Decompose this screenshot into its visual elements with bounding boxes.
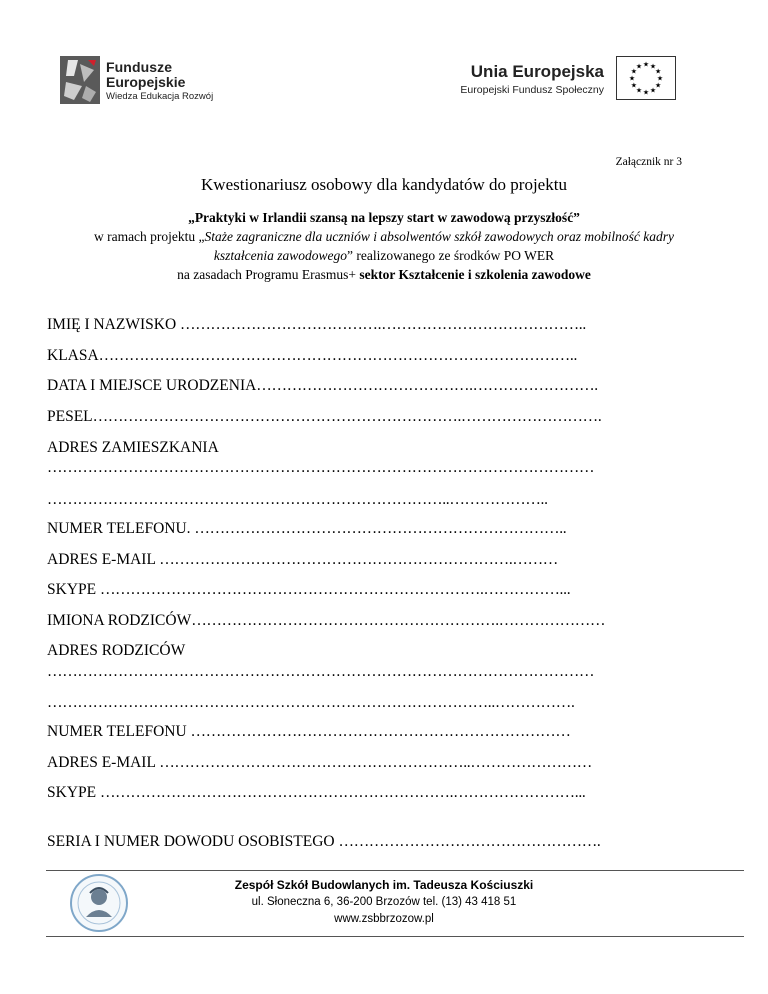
form-label: NUMER TELEFONU.	[47, 520, 195, 537]
form-field-email[interactable]	[47, 550, 723, 570]
eu-star-icon: ★	[654, 81, 662, 90]
eu-flag-icon	[616, 56, 676, 100]
form-label: DATA I MIEJSCE URODZENIA	[47, 377, 257, 394]
form-field-parents-address-line2[interactable]	[47, 693, 723, 713]
eu-star-icon: ★	[628, 74, 636, 83]
eu-star-icon: ★	[630, 67, 638, 76]
eu-star-icon: ★	[635, 86, 643, 95]
form-dots: …………………………………………………….…………………	[191, 612, 606, 629]
school-address: ul. Słoneczna 6, 36-200 Brzozów tel. (13) 43 418 51	[251, 896, 517, 908]
form-dots: ………………………………………………………………….……………...	[99, 581, 571, 598]
form-label: NUMER TELEFONU	[47, 723, 191, 740]
form-dots: ……………………………………………………………………..………………..	[47, 491, 548, 508]
form-field-class[interactable]	[47, 346, 723, 366]
annex-number: Załącznik nr 3	[615, 156, 682, 168]
eu-star-icon: ★	[630, 81, 638, 90]
fundusze-europejskie-logo	[60, 56, 260, 108]
ue-logo-line2: Europejski Fundusz Społeczny	[460, 84, 604, 96]
subtitle-line2	[0, 227, 768, 246]
form-dots: …………………………………………………………….……………………...	[99, 784, 586, 801]
form-label: KLASA	[47, 347, 99, 364]
unia-europejska-logo	[428, 60, 698, 112]
form-label: SKYPE	[47, 581, 100, 598]
fe-logo-line3: Wiedza Edukacja Rozwój	[106, 91, 214, 102]
form-field-id-number[interactable]	[47, 832, 723, 852]
form-dots: ……………………………………………………………………………..…………….	[47, 694, 575, 711]
fe-logo-line2: Europejskie	[106, 74, 186, 90]
form-label: SERIA I NUMER DOWODU OSOBISTEGO	[47, 833, 339, 850]
subtitle-line4-bold: sektor Kształcenie i szkolenia zawodowe	[359, 267, 591, 282]
form-label: IMIĘ I NAZWISKO	[47, 316, 181, 333]
form-dots: ………………………………………………………………………………………………	[47, 663, 595, 680]
form-field-address-line2[interactable]	[47, 490, 723, 510]
fe-logo-line1: Fundusze	[106, 59, 173, 75]
form-label: ADRES RODZICÓW	[47, 642, 186, 659]
form-field-pesel[interactable]	[47, 407, 723, 427]
subtitle-line3-italic: kształcenia zawodowego	[213, 248, 348, 263]
form-dots: …………………………………….…………………….	[256, 377, 598, 394]
subtitle-line2-prefix: w ramach projektu „	[93, 229, 205, 244]
form-field-name[interactable]	[47, 315, 723, 335]
form-field-address-label	[47, 438, 723, 458]
school-name: Zespół Szkół Budowlanych im. Tadeusza Kościuszki	[234, 878, 534, 892]
project-name: „Praktyki w Irlandii szansą na lepszy start w zawodową przyszłość”	[188, 210, 580, 225]
form-field-parents-email[interactable]	[47, 753, 723, 773]
eu-star-icon: ★	[642, 88, 650, 97]
form-field-parents-phone[interactable]	[47, 722, 723, 742]
subtitle-line4	[0, 265, 768, 284]
subtitle-line3	[0, 246, 768, 265]
form-field-parents-names[interactable]	[47, 611, 723, 631]
form-dots: ………………………………….…………………………………..	[180, 316, 586, 333]
form-dots: …………………………………………………………………	[190, 723, 571, 740]
ue-logo-text	[428, 62, 604, 98]
eu-star-icon: ★	[654, 67, 662, 76]
subtitle-line4-prefix: na zasadach Programu Erasmus+	[177, 267, 360, 282]
eu-star-icon: ★	[656, 74, 664, 83]
fe-logo-text	[106, 60, 213, 103]
form-dots: ………………………………………………………………………………………………	[47, 459, 595, 476]
form-dots: …………………………………………….	[338, 833, 601, 850]
form-field-phone[interactable]	[47, 519, 723, 539]
subtitle-line3-suffix: ” realizowanego ze środków PO WER	[347, 248, 555, 263]
eu-star-icon: ★	[635, 62, 643, 71]
form-field-parents-skype[interactable]	[47, 783, 723, 803]
eu-star-icon: ★	[649, 62, 657, 71]
document-title: Kwestionariusz osobowy dla kandydatów do projektu	[201, 175, 567, 194]
form-field-birth[interactable]	[47, 376, 723, 396]
form-dots: …………………………………………………………….………	[159, 551, 559, 568]
form-dots: ……………………………………………………..……………………	[159, 754, 592, 771]
form-label: ADRES ZAMIESZKANIA	[47, 439, 219, 456]
form-label: ADRES E-MAIL	[47, 551, 160, 568]
form-dots: ……………………………………………………………….……………………….	[92, 408, 602, 425]
form-label: IMIONA RODZICÓW	[47, 612, 192, 629]
form-label: SKYPE	[47, 784, 100, 801]
form-dots: ………………………………………………………………..	[194, 520, 567, 537]
form-dots: …………………………………………………………………………………..	[98, 347, 578, 364]
eu-star-icon: ★	[649, 86, 657, 95]
ue-logo-line1: Unia Europejska	[470, 62, 604, 81]
form-field-parents-address-line1[interactable]	[47, 662, 723, 682]
form-field-parents-address-label	[47, 641, 723, 661]
eu-star-icon: ★	[642, 60, 650, 69]
fe-logo-mark-icon	[60, 56, 100, 104]
footer-divider-top	[46, 870, 744, 871]
form-label: ADRES E-MAIL	[47, 754, 160, 771]
school-website: www.zsbbrzozow.pl	[334, 913, 434, 925]
form-field-address-line1[interactable]	[47, 458, 723, 478]
subtitle-line2-italic: Staże zagraniczne dla uczniów i absolwentów szkół zawodowych oraz mobilność kadry	[204, 229, 675, 244]
footer-divider-bottom	[46, 936, 744, 937]
form-label: PESEL	[47, 408, 93, 425]
form-field-skype[interactable]	[47, 580, 723, 600]
